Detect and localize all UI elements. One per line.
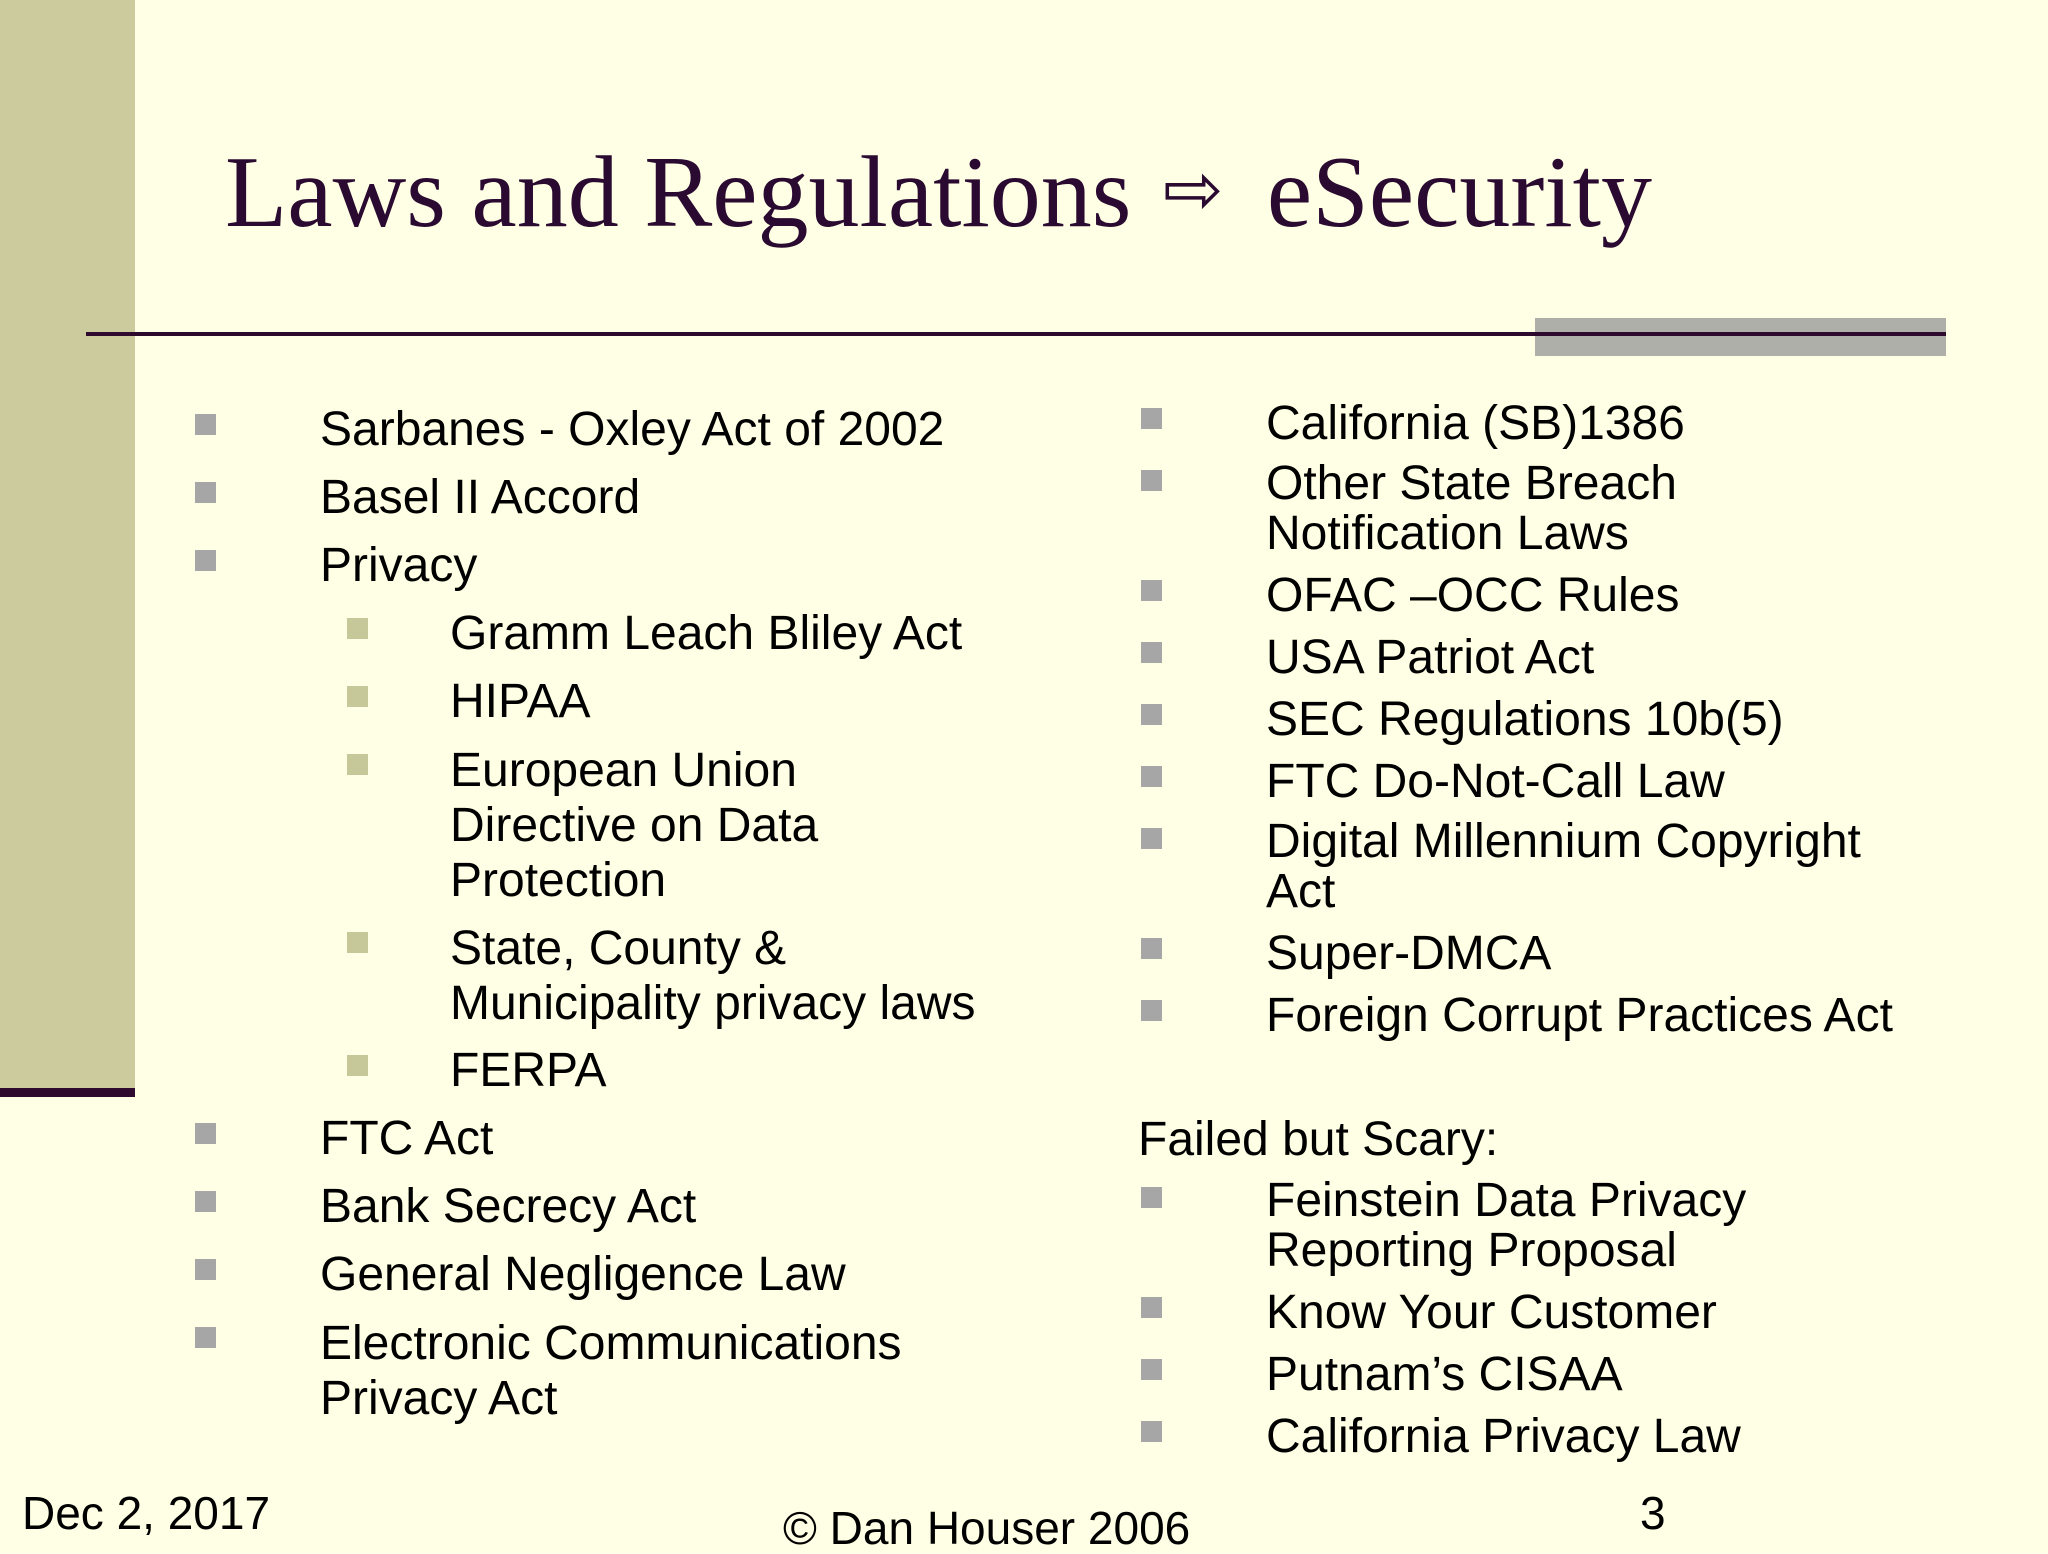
title-rule-shadow: [1535, 318, 1946, 356]
side-bar-underline: [0, 1088, 135, 1097]
square-bullet-icon: [1141, 1000, 1162, 1021]
square-bullet-icon: [347, 754, 368, 775]
list-item-text: California Privacy Law: [1266, 1410, 1741, 1463]
list-item-line: Act: [1266, 865, 1336, 918]
list-item: [1266, 693, 1784, 748]
square-bullet-icon: [347, 932, 368, 953]
list-item: [320, 1248, 846, 1303]
list-item-text: Super-DMCA: [1266, 927, 1552, 980]
list-item: [1266, 1410, 1741, 1465]
list-item: [320, 403, 944, 458]
square-bullet-icon: [1141, 1187, 1162, 1208]
square-bullet-icon: [195, 414, 216, 435]
list-item: [1266, 755, 1725, 810]
square-bullet-icon: [1141, 1297, 1162, 1318]
list-item-text: California (SB)1386: [1266, 397, 1685, 450]
footer-copyright: © Dan Houser 2006: [783, 1502, 1191, 1554]
list-item-text: General Negligence Law: [320, 1248, 846, 1301]
slide-number: 3: [1640, 1487, 1666, 1539]
list-item-text: FERPA: [450, 1044, 607, 1097]
list-item-text: USA Patriot Act: [1266, 631, 1595, 684]
list-item-text: Putnam’s CISAA: [1266, 1348, 1623, 1401]
square-bullet-icon: [1141, 1359, 1162, 1380]
square-bullet-icon: [1141, 470, 1162, 491]
list-item-line: Feinstein Data Privacy: [1266, 1174, 1747, 1227]
list-item-line: Municipality privacy laws: [450, 977, 976, 1030]
list-item: [450, 921, 976, 1031]
list-item: [320, 1112, 493, 1167]
decorative-side-bar: [0, 0, 135, 1088]
square-bullet-icon: [195, 1259, 216, 1280]
list-item-line: Directive on Data: [450, 799, 819, 852]
list-item-text: HIPAA: [450, 675, 591, 728]
list-item: [1266, 631, 1594, 686]
list-item: [1266, 569, 1679, 624]
list-item: [1266, 1286, 1717, 1341]
square-bullet-icon: [347, 1055, 368, 1076]
list-item-text: Privacy: [320, 539, 478, 592]
list-item-text: Bank Secrecy Act: [320, 1180, 697, 1233]
list-item: [1266, 1176, 1746, 1276]
square-bullet-icon: [347, 686, 368, 707]
list-item-text: Basel II Accord: [320, 471, 641, 524]
list-item-text: FTC Act: [320, 1112, 494, 1165]
list-item: [320, 471, 640, 526]
arrow-right-icon: ⇨: [1163, 147, 1224, 231]
list-item-text: SEC Regulations 10b(5): [1266, 693, 1784, 746]
list-item-line: Other State Breach: [1266, 457, 1677, 510]
square-bullet-icon: [195, 1327, 216, 1348]
list-item-text: Sarbanes - Oxley Act of 2002: [320, 403, 945, 456]
list-item: [320, 1180, 696, 1235]
square-bullet-icon: [195, 482, 216, 503]
square-bullet-icon: [1141, 704, 1162, 725]
list-item: [1266, 459, 1677, 559]
list-item-line: State, County &: [450, 922, 787, 975]
square-bullet-icon: [1141, 642, 1162, 663]
square-bullet-icon: [195, 550, 216, 571]
list-item-text: FTC Do-Not-Call Law: [1266, 755, 1725, 808]
square-bullet-icon: [1141, 580, 1162, 601]
list-item-line: European Union: [450, 744, 797, 797]
square-bullet-icon: [1141, 938, 1162, 959]
list-item-line: Electronic Communications: [320, 1317, 902, 1370]
square-bullet-icon: [1141, 828, 1162, 849]
list-item-line: Privacy Act: [320, 1372, 558, 1425]
list-item-line: Reporting Proposal: [1266, 1224, 1677, 1277]
list-item: [450, 675, 590, 730]
square-bullet-icon: [1141, 408, 1162, 429]
list-item: [1266, 989, 1893, 1044]
list-item: [1266, 817, 1861, 917]
list-item: [1266, 397, 1685, 452]
list-item-text: Foreign Corrupt Practices Act: [1266, 989, 1893, 1042]
list-item: [450, 607, 962, 662]
title-text-right: eSecurity: [1266, 136, 1653, 249]
list-item: [1266, 927, 1551, 982]
failed-but-scary-heading: Failed but Scary:: [1138, 1113, 1499, 1166]
list-item-line: Digital Millennium Copyright: [1266, 815, 1861, 868]
list-item-text: OFAC –OCC Rules: [1266, 569, 1680, 622]
list-item-line: Protection: [450, 854, 667, 907]
list-item: [320, 539, 477, 594]
title-text-left: Laws and Regulations: [225, 136, 1132, 249]
list-item-line: Notification Laws: [1266, 507, 1629, 560]
square-bullet-icon: [195, 1123, 216, 1144]
square-bullet-icon: [1141, 1421, 1162, 1442]
list-item: [320, 1316, 902, 1426]
list-item-text: Gramm Leach Bliley Act: [450, 607, 963, 660]
title-rule: [86, 332, 1946, 336]
list-item-text: Know Your Customer: [1266, 1286, 1717, 1339]
list-item: [450, 1044, 606, 1099]
square-bullet-icon: [195, 1191, 216, 1212]
slide-title: [225, 132, 1652, 254]
list-item: [450, 743, 818, 908]
list-item: [1266, 1348, 1623, 1403]
square-bullet-icon: [1141, 766, 1162, 787]
footer-date: Dec 2, 2017: [22, 1487, 271, 1539]
square-bullet-icon: [347, 618, 368, 639]
